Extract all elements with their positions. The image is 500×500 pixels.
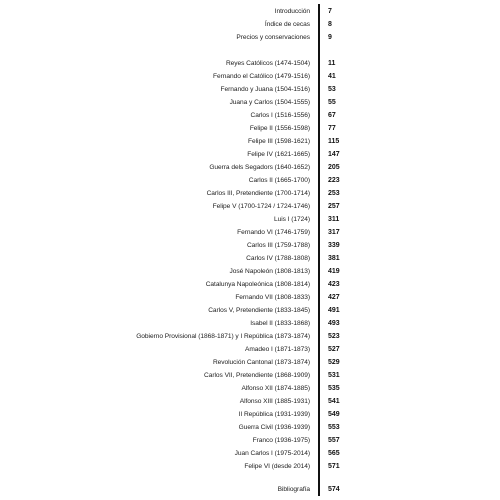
toc-entry[interactable]	[0, 331, 500, 343]
toc-entry-label: Carlos V, Pretendiente (1833-1845)	[208, 307, 310, 314]
toc-entry[interactable]	[0, 214, 500, 226]
toc-entry-page-number: 147	[328, 151, 340, 158]
toc-entry-label: Juana y Carlos (1504-1555)	[229, 99, 310, 106]
toc-entry-label: Gobierno Provisional (1868-1871) y I República (1873-1874)	[136, 333, 310, 340]
toc-entry-label: Introducción	[274, 8, 310, 15]
toc-entry[interactable]	[0, 396, 500, 408]
toc-entry[interactable]	[0, 188, 500, 200]
toc-entry[interactable]	[0, 484, 500, 496]
toc-entry-page-number: 205	[328, 164, 340, 171]
toc-entry[interactable]	[0, 240, 500, 252]
toc-entry-label: Carlos I (1516-1556)	[250, 112, 310, 119]
toc-entry-label: Luis I (1724)	[273, 216, 310, 223]
toc-entry-label: Felipe IV (1621-1665)	[247, 151, 310, 158]
toc-entry[interactable]	[0, 201, 500, 213]
toc-entry-page-number: 529	[328, 359, 340, 366]
toc-entry[interactable]	[0, 110, 500, 122]
toc-entry-page-number: 53	[328, 86, 336, 93]
toc-entry-page-number: 381	[328, 255, 340, 262]
toc-entry-page-number: 55	[328, 99, 336, 106]
toc-entry-page-number: 541	[328, 398, 340, 405]
toc-entry-page-number: 553	[328, 424, 340, 431]
toc-entry-page-number: 257	[328, 203, 340, 210]
toc-entry[interactable]	[0, 318, 500, 330]
toc-entry[interactable]	[0, 6, 500, 18]
toc-entry-label: Carlos III (1759-1788)	[246, 242, 310, 249]
toc-entry-label: Fernando VI (1746-1759)	[237, 229, 310, 236]
toc-entry-label: Índice de cecas	[264, 21, 310, 28]
toc-entry-label: Isabel II (1833-1868)	[250, 320, 310, 327]
toc-entry-page-number: 339	[328, 242, 340, 249]
toc-entry[interactable]	[0, 136, 500, 148]
toc-entry-label: Guerra Civil (1936-1939)	[238, 424, 310, 431]
toc-entry-page-number: 535	[328, 385, 340, 392]
toc-entry[interactable]	[0, 19, 500, 31]
toc-entry-page-number: 41	[328, 73, 336, 80]
toc-entry-page-number: 574	[328, 486, 340, 493]
toc-entry-label: Amadeo I (1871-1873)	[245, 346, 310, 353]
toc-entry-page-number: 223	[328, 177, 340, 184]
toc-entry-label: Bibliografía	[277, 486, 310, 493]
toc-entry-page-number: 317	[328, 229, 340, 236]
toc-entry[interactable]	[0, 344, 500, 356]
toc-entry[interactable]	[0, 149, 500, 161]
toc-entry-label: Carlos IV (1788-1808)	[246, 255, 310, 262]
toc-entry-label: Juan Carlos I (1975-2014)	[234, 450, 310, 457]
toc-entry[interactable]	[0, 305, 500, 317]
toc-entry[interactable]	[0, 253, 500, 265]
toc-entry[interactable]	[0, 97, 500, 109]
toc-entry[interactable]	[0, 461, 500, 473]
toc-entry[interactable]	[0, 383, 500, 395]
toc-entry-page-number: 8	[328, 21, 332, 28]
toc-entry-label: José Napoleón (1808-1813)	[229, 268, 310, 275]
toc-entry[interactable]	[0, 58, 500, 70]
toc-entry[interactable]	[0, 123, 500, 135]
toc-entry-page-number: 523	[328, 333, 340, 340]
toc-entry-page-number: 549	[328, 411, 340, 418]
toc-entry-label: Franco (1936-1975)	[252, 437, 310, 444]
toc-entry-label: Alfonso XII (1874-1885)	[241, 385, 310, 392]
toc-entry-page-number: 67	[328, 112, 336, 119]
toc-entry-page-number: 419	[328, 268, 340, 275]
toc-entry[interactable]	[0, 32, 500, 44]
toc-entry-label: Felipe III (1598-1621)	[248, 138, 310, 145]
toc-entry-label: Fernando el Católico (1479-1516)	[212, 73, 310, 80]
toc-entry-label: Catalunya Napoleónica (1808-1814)	[205, 281, 310, 288]
toc-entry-page-number: 9	[328, 34, 332, 41]
toc-entry-label: Fernando VII (1808-1833)	[235, 294, 310, 301]
toc-entry-label: Alfonso XIII (1885-1931)	[239, 398, 310, 405]
toc-entry-label: Reyes Católicos (1474-1504)	[225, 60, 310, 67]
toc-entry-label: Carlos VII, Pretendiente (1868-1909)	[204, 372, 310, 379]
toc-entry[interactable]	[0, 370, 500, 382]
toc-entry[interactable]	[0, 409, 500, 421]
toc-entry-page-number: 493	[328, 320, 340, 327]
toc-entry-page-number: 7	[328, 8, 332, 15]
toc-entry-page-number: 311	[328, 216, 340, 223]
toc-entry-page-number: 527	[328, 346, 340, 353]
toc-entry[interactable]	[0, 71, 500, 83]
toc-entry[interactable]	[0, 422, 500, 434]
toc-entry-label: Fernando y Juana (1504-1516)	[220, 86, 310, 93]
toc-entry-page-number: 427	[328, 294, 340, 301]
toc-entry[interactable]	[0, 227, 500, 239]
toc-entry-label: Precios y conservaciones	[236, 34, 310, 41]
toc-entry-label: Carlos II (1665-1700)	[248, 177, 310, 184]
toc-entry-label: Felipe VI (desde 2014)	[244, 463, 310, 470]
toc-entry[interactable]	[0, 162, 500, 174]
toc-entry[interactable]	[0, 84, 500, 96]
toc-entry-label: II República (1931-1939)	[238, 411, 310, 418]
toc-entry-page-number: 571	[328, 463, 340, 470]
toc-entry-page-number: 115	[328, 138, 340, 145]
toc-entry-page-number: 77	[328, 125, 336, 132]
toc-entry[interactable]	[0, 292, 500, 304]
toc-entry-label: Revolución Cantonal (1873-1874)	[212, 359, 310, 366]
toc-entry-label: Felipe V (1700-1724 / 1724-1746)	[212, 203, 310, 210]
toc-entry-label: Carlos III, Pretendiente (1700-1714)	[206, 190, 310, 197]
toc-entry-page-number: 565	[328, 450, 340, 457]
toc-entry[interactable]	[0, 266, 500, 278]
toc-entry-page-number: 557	[328, 437, 340, 444]
toc-entry[interactable]	[0, 435, 500, 447]
toc-entry-page-number: 253	[328, 190, 340, 197]
toc-entry-label: Felipe II (1556-1598)	[249, 125, 310, 132]
toc-entry-page-number: 423	[328, 281, 340, 288]
toc-entry[interactable]	[0, 357, 500, 369]
toc-entry-page-number: 491	[328, 307, 340, 314]
toc-entry-page-number: 11	[328, 60, 336, 67]
toc-entry[interactable]	[0, 448, 500, 460]
toc-entry[interactable]	[0, 279, 500, 291]
toc-entry[interactable]	[0, 175, 500, 187]
toc-entry-page-number: 531	[328, 372, 340, 379]
toc-entry-label: Guerra dels Segadors (1640-1652)	[209, 164, 310, 171]
